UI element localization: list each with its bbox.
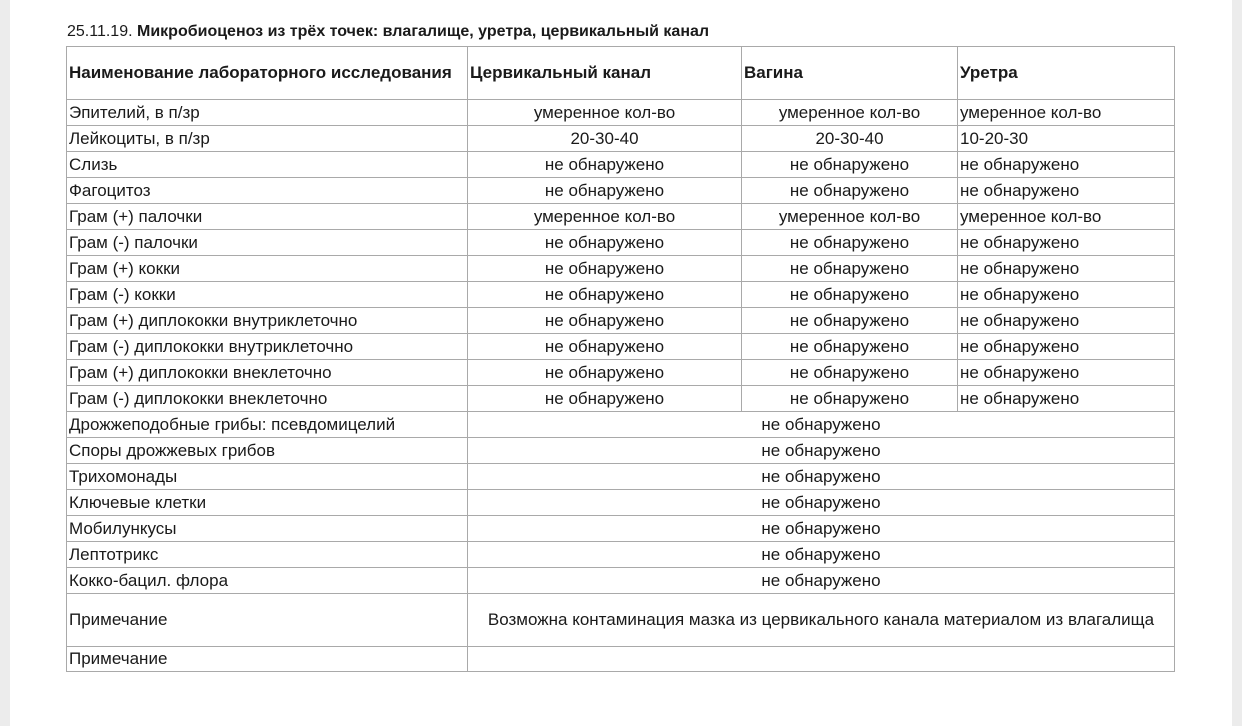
table-row-note	[67, 594, 1175, 647]
cell-merged-result: не обнаружено	[468, 516, 1175, 542]
table-row	[67, 386, 1175, 412]
cell-merged-result: не обнаружено	[468, 438, 1175, 464]
table-header-row	[67, 47, 1175, 100]
table-row	[67, 100, 1175, 126]
row-parameter: Дрожжеподобные грибы: псевдомицелий	[67, 412, 468, 438]
row-parameter: Грам (-) диплококки внутриклеточно	[67, 334, 468, 360]
cell-urethra: не обнаружено	[958, 282, 1175, 308]
cell-urethra: умеренное кол-во	[958, 204, 1175, 230]
header-test-name: Наименование лабораторного исследования	[67, 47, 468, 100]
cell-merged-result: не обнаружено	[468, 568, 1175, 594]
cell-vagina: умеренное кол-во	[742, 204, 958, 230]
cell-urethra: не обнаружено	[958, 360, 1175, 386]
row-parameter: Грам (+) диплококки внутриклеточно	[67, 308, 468, 334]
cell-urethra: 10-20-30	[958, 126, 1175, 152]
cell-merged-result: не обнаружено	[468, 542, 1175, 568]
note-text: Возможна контаминация мазка из цервикального канала материалом из влагалища	[468, 594, 1175, 647]
report-title: Микробиоценоз из трёх точек: влагалище, уретра, цервикальный канал	[137, 23, 710, 40]
document-heading	[67, 22, 709, 42]
table-row-merged	[67, 464, 1175, 490]
row-parameter: Грам (+) диплококки внеклеточно	[67, 360, 468, 386]
cell-vagina: не обнаружено	[742, 230, 958, 256]
header-cervical-canal: Цервикальный канал	[468, 47, 742, 100]
table-row-merged	[67, 490, 1175, 516]
cell-vagina: не обнаружено	[742, 152, 958, 178]
table-row-note	[67, 647, 1175, 672]
table-row	[67, 334, 1175, 360]
cell-cervical-canal: не обнаружено	[468, 256, 742, 282]
cell-vagina: не обнаружено	[742, 386, 958, 412]
note-label: Примечание	[67, 594, 468, 647]
cell-merged-result: не обнаружено	[468, 464, 1175, 490]
row-parameter: Грам (-) палочки	[67, 230, 468, 256]
cell-vagina: не обнаружено	[742, 360, 958, 386]
cell-cervical-canal: не обнаружено	[468, 386, 742, 412]
row-parameter: Лептотрикс	[67, 542, 468, 568]
cell-urethra: не обнаружено	[958, 178, 1175, 204]
row-parameter: Фагоцитоз	[67, 178, 468, 204]
table-row	[67, 230, 1175, 256]
table-body	[67, 100, 1175, 672]
note-text	[468, 647, 1175, 672]
header-vagina: Вагина	[742, 47, 958, 100]
cell-merged-result: не обнаружено	[468, 412, 1175, 438]
cell-urethra: не обнаружено	[958, 256, 1175, 282]
row-parameter: Трихомонады	[67, 464, 468, 490]
table-row	[67, 308, 1175, 334]
cell-vagina: умеренное кол-во	[742, 100, 958, 126]
table-row	[67, 152, 1175, 178]
cell-urethra: не обнаружено	[958, 334, 1175, 360]
note-label: Примечание	[67, 647, 468, 672]
table-row-merged	[67, 568, 1175, 594]
row-parameter: Грам (+) палочки	[67, 204, 468, 230]
lab-results-table	[66, 46, 1175, 672]
table-row	[67, 126, 1175, 152]
cell-urethra: умеренное кол-во	[958, 100, 1175, 126]
cell-cervical-canal: умеренное кол-во	[468, 204, 742, 230]
header-urethra: Уретра	[958, 47, 1175, 100]
cell-cervical-canal: не обнаружено	[468, 152, 742, 178]
row-parameter: Слизь	[67, 152, 468, 178]
cell-urethra: не обнаружено	[958, 152, 1175, 178]
table-row-merged	[67, 516, 1175, 542]
cell-vagina: не обнаружено	[742, 308, 958, 334]
row-parameter: Споры дрожжевых грибов	[67, 438, 468, 464]
table-row	[67, 360, 1175, 386]
report-date: 25.11.19.	[67, 23, 133, 40]
cell-vagina: не обнаружено	[742, 256, 958, 282]
row-parameter: Грам (-) кокки	[67, 282, 468, 308]
row-parameter: Мобилункусы	[67, 516, 468, 542]
row-parameter: Лейкоциты, в п/зр	[67, 126, 468, 152]
cell-cervical-canal: умеренное кол-во	[468, 100, 742, 126]
cell-urethra: не обнаружено	[958, 308, 1175, 334]
row-parameter: Ключевые клетки	[67, 490, 468, 516]
cell-merged-result: не обнаружено	[468, 490, 1175, 516]
cell-urethra: не обнаружено	[958, 230, 1175, 256]
cell-vagina: не обнаружено	[742, 178, 958, 204]
table-row	[67, 178, 1175, 204]
row-parameter: Грам (+) кокки	[67, 256, 468, 282]
cell-cervical-canal: не обнаружено	[468, 308, 742, 334]
row-parameter: Грам (-) диплококки внеклеточно	[67, 386, 468, 412]
cell-vagina: не обнаружено	[742, 334, 958, 360]
cell-cervical-canal: не обнаружено	[468, 360, 742, 386]
table-row-merged	[67, 412, 1175, 438]
table-row	[67, 204, 1175, 230]
table-row-merged	[67, 542, 1175, 568]
row-parameter: Кокко-бацил. флора	[67, 568, 468, 594]
cell-urethra: не обнаружено	[958, 386, 1175, 412]
cell-cervical-canal: не обнаружено	[468, 282, 742, 308]
cell-vagina: не обнаружено	[742, 282, 958, 308]
row-parameter: Эпителий, в п/зр	[67, 100, 468, 126]
table-row	[67, 256, 1175, 282]
cell-vagina: 20-30-40	[742, 126, 958, 152]
cell-cervical-canal: 20-30-40	[468, 126, 742, 152]
cell-cervical-canal: не обнаружено	[468, 178, 742, 204]
cell-cervical-canal: не обнаружено	[468, 230, 742, 256]
table-row-merged	[67, 438, 1175, 464]
table-row	[67, 282, 1175, 308]
cell-cervical-canal: не обнаружено	[468, 334, 742, 360]
